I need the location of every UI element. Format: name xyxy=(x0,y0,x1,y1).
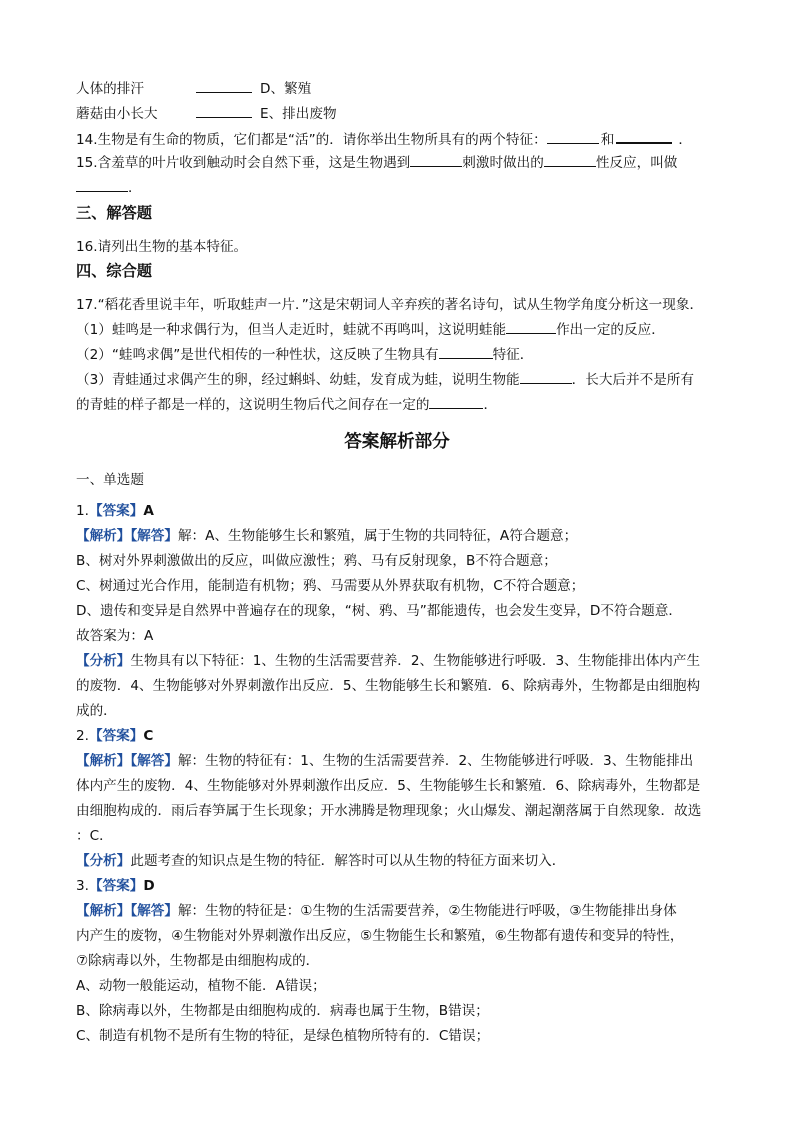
solution-label: 【解答】 xyxy=(130,753,178,769)
answer-1-line: 的废物．4、生物能够对外界刺激作出反应．5、生物能够生长和繁殖．6、除病毒外，生物都是由细胞构 xyxy=(76,678,701,694)
answer-1-line: 成的． xyxy=(76,703,117,719)
match-right-text: D、繁殖 xyxy=(260,81,312,97)
answer-value: D xyxy=(143,878,155,894)
answer-blank[interactable] xyxy=(544,154,596,167)
analysis-label: 【解析】 xyxy=(76,903,131,919)
solution-label: 【解答】 xyxy=(130,528,178,544)
answer-2-line: 体内产生的废物．4、生物能够对外界刺激作出反应．5、生物能够生长和繁殖．6、除病毒外，生物都是 xyxy=(76,778,701,794)
answer-1-header xyxy=(76,502,726,522)
answer-text: 解：生物的特征是：①生物的生活需要营养，②生物能进行呼吸，③生物能排出身体 xyxy=(177,903,677,919)
question-text: 刺激时做出的 xyxy=(462,155,544,171)
question-text: 含羞草的叶片收到触动时会自然下垂，这是生物遇到 xyxy=(97,155,411,171)
question-number: 15. xyxy=(76,155,98,171)
answer-blank[interactable] xyxy=(520,371,572,384)
answer-2-line xyxy=(76,752,726,772)
question-text: 作出一定的反应． xyxy=(556,322,665,338)
question-number: 17. xyxy=(76,297,98,313)
answer-2-analysis xyxy=(76,852,726,872)
question-text: ．长大后并不是所有 xyxy=(571,372,694,388)
answer-text: 生物具有以下特征：1、生物的生活需要营养．2、生物能够进行呼吸．3、生物能排出体内产生 xyxy=(130,653,701,669)
question-text: 性反应，叫做 xyxy=(595,155,678,171)
question-text: 和 xyxy=(600,132,615,148)
question-text: 生物是有生命的物质，它们都是“活”的．请你举出生物所具有的两个特征： xyxy=(97,132,547,148)
answer-3-header xyxy=(76,877,726,897)
answer-3-line: 内产生的废物，④生物能对外界刺激作出反应，⑤生物能生长和繁殖，⑥生物都有遗传和变异的特性， xyxy=(76,928,684,944)
answer-label: 【答案】 xyxy=(88,878,144,894)
answer-1-line: 故答案为：A xyxy=(76,628,154,644)
section-heading: 四、综合题 xyxy=(76,262,152,280)
question-17 xyxy=(76,296,726,316)
answer-value: C xyxy=(143,728,154,744)
solution-label: 【解答】 xyxy=(130,903,178,919)
answer-number: 3. xyxy=(76,878,89,894)
question-17-part-2 xyxy=(76,346,726,366)
answer-blank[interactable] xyxy=(506,321,556,334)
answer-value: A xyxy=(143,503,154,519)
answer-blank[interactable] xyxy=(410,154,462,167)
question-text: （1）蛙鸣是一种求偶行为，但当人走近时，蛙就不再鸣叫，这说明蛙能 xyxy=(76,322,507,338)
answer-2-line: 由细胞构成的．雨后春笋属于生长现象；开水沸腾是物理现象；火山爆发、潮起潮落属于自然现象．故选 xyxy=(76,803,702,819)
answer-text: 此题考查的知识点是生物的特征．解答时可以从生物的特征方面来切入． xyxy=(130,853,566,869)
question-text: ． xyxy=(483,397,498,413)
answer-1-line: C、树通过光合作用，能制造有机物；鸦、马需要从外界获取有机物，C不符合题意； xyxy=(76,578,585,594)
answer-3-line xyxy=(76,902,726,922)
question-16 xyxy=(76,238,726,258)
answer-3-line: C、制造有机物不是所有生物的特征，是绿色植物所特有的．C错误； xyxy=(76,1028,490,1044)
question-text: （2）“蛙鸣求偶”是世代相传的一种性状，这反映了生物具有 xyxy=(76,347,439,363)
answer-number: 2. xyxy=(76,728,89,744)
answer-text: 解：生物的特征有：1、生物的生活需要营养．2、生物能够进行呼吸．3、生物能排出 xyxy=(177,753,694,769)
question-number: 14. xyxy=(76,132,98,148)
answer-number: 1. xyxy=(76,503,89,519)
answer-section-title: 答案解析部分 xyxy=(344,432,450,452)
answer-blank[interactable] xyxy=(616,130,672,144)
answer-3-line: A、动物一般能运动，植物不能．A错误； xyxy=(76,978,326,994)
question-text: 特征． xyxy=(492,347,534,363)
answer-2-header xyxy=(76,727,726,747)
answer-2-line: ：C． xyxy=(76,828,113,844)
question-17-part-1 xyxy=(76,321,726,341)
answer-blank[interactable] xyxy=(196,105,252,118)
answer-3-line: ⑦除病毒以外，生物都是由细胞构成的． xyxy=(76,953,320,969)
analysis-label: 【解析】 xyxy=(76,753,131,769)
answer-blank[interactable] xyxy=(76,179,128,192)
question-text: ． xyxy=(678,132,692,148)
answer-1-line xyxy=(76,527,726,547)
answer-1-line: B、树对外界刺激做出的反应，叫做应激性；鸦、马有反射现象，B不符合题意； xyxy=(76,553,557,569)
analysis-label: 【分析】 xyxy=(76,653,131,669)
answer-blank[interactable] xyxy=(439,346,493,359)
match-row-1 xyxy=(76,80,726,100)
analysis-label: 【分析】 xyxy=(76,853,131,869)
question-14 xyxy=(76,130,726,150)
section-heading: 一、单选题 xyxy=(76,472,144,488)
question-text: （3）青蛙通过求偶产生的卵，经过蝌蚪、幼蛙，发育成为蛙，说明生物能 xyxy=(76,372,520,388)
answer-1-analysis xyxy=(76,652,726,672)
answer-blank[interactable] xyxy=(547,131,599,144)
question-17-part-3 xyxy=(76,371,726,391)
answer-label: 【答案】 xyxy=(88,728,144,744)
match-left-text: 人体的排汗 xyxy=(76,81,144,97)
question-15-cont xyxy=(76,179,726,199)
question-text: ． xyxy=(128,180,142,196)
match-left-text: 蘑菇由小长大 xyxy=(76,106,158,122)
answer-1-line: D、遗传和变异是自然界中普遍存在的现象，“树、鸦、马”都能遗传，也会发生变异，D不符合题意． xyxy=(76,603,682,619)
question-number: 16. xyxy=(76,239,98,255)
analysis-label: 【解析】 xyxy=(76,528,131,544)
answer-blank[interactable] xyxy=(429,396,483,409)
question-text: 请列出生物的基本特征。 xyxy=(97,239,248,255)
answer-label: 【答案】 xyxy=(88,503,144,519)
match-right-text: E、排出废物 xyxy=(260,106,337,122)
match-row-2 xyxy=(76,105,726,125)
question-17-part-3-cont xyxy=(76,396,726,416)
answer-blank[interactable] xyxy=(196,80,252,93)
answer-3-line: B、除病毒以外，生物都是由细胞构成的．病毒也属于生物，B错误； xyxy=(76,1003,489,1019)
question-text: “稻花香里说丰年，听取蛙声一片．”这是宋朝词人辛弃疾的著名诗句，试从生物学角度分析这一现象． xyxy=(97,297,704,313)
question-15 xyxy=(76,154,726,174)
section-heading: 三、解答题 xyxy=(76,204,152,222)
question-text: 的青蛙的样子都是一样的，这说明生物后代之间存在一定的 xyxy=(76,397,430,413)
answer-text: 解：A、生物能够生长和繁殖，属于生物的共同特征，A符合题意； xyxy=(177,528,578,544)
